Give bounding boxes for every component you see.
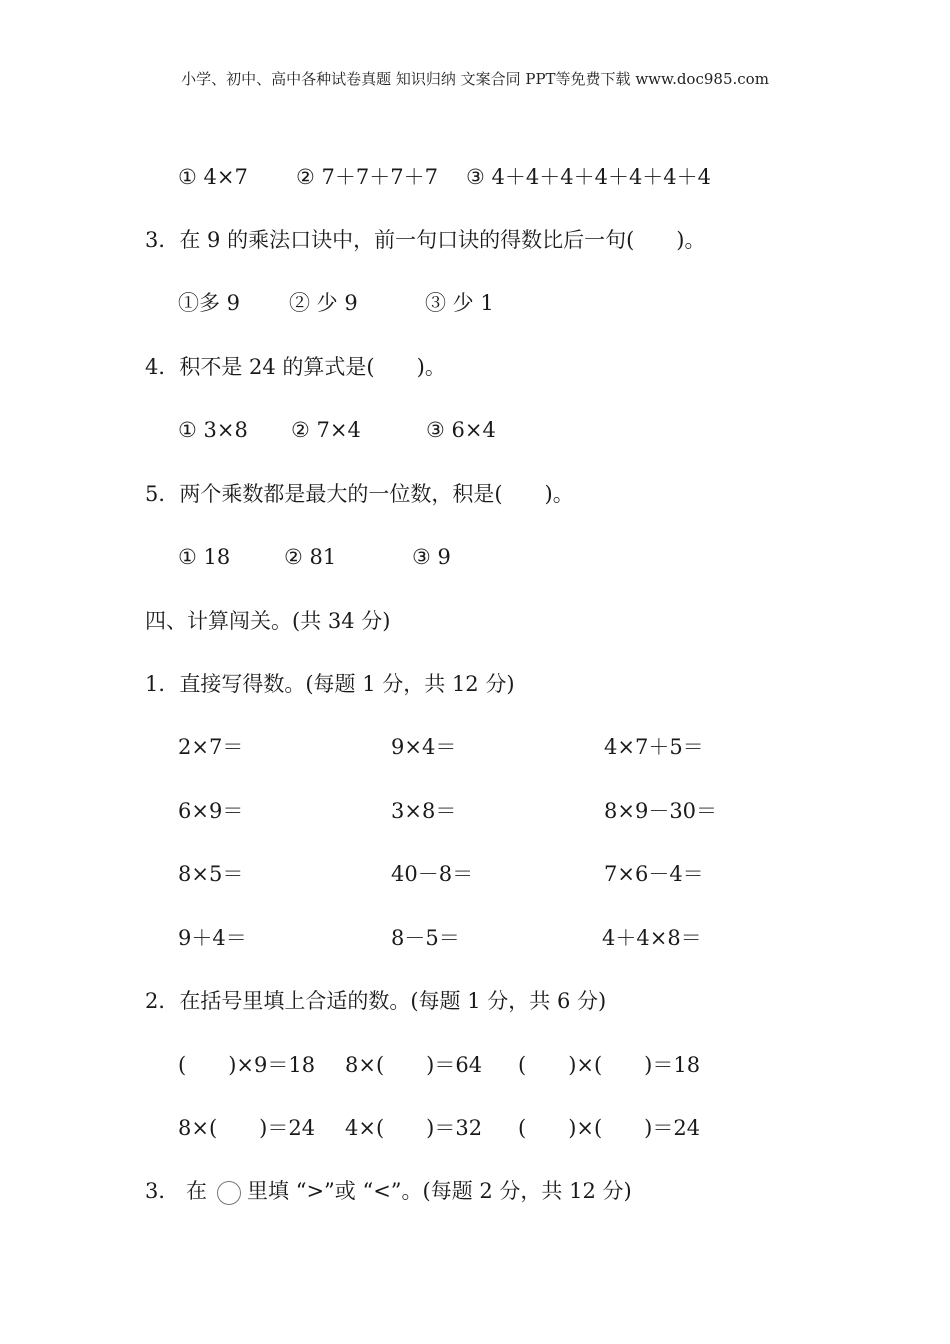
q2-option-1: ① 4×7 bbox=[178, 165, 248, 189]
fill-item: 8×( )＝24 bbox=[178, 1116, 316, 1140]
q3-option-1: ①多 9 bbox=[178, 291, 241, 315]
q4-option-1: ① 3×8 bbox=[178, 418, 248, 442]
part-1-stem: 1．直接写得数。(每题 1 分，共 12 分) bbox=[145, 672, 515, 696]
calc-item: 4×7＋5＝ bbox=[604, 735, 704, 759]
page-header: 小学、初中、高中各种试卷真题 知识归纳 文案合同 PPT等免费下载 www.doc985.com bbox=[181, 70, 769, 88]
calc-item: 2×7＝ bbox=[178, 735, 244, 759]
part-2-stem: 2．在括号里填上合适的数。(每题 1 分，共 6 分) bbox=[145, 989, 607, 1013]
fill-item: 8×( )＝64 bbox=[345, 1053, 483, 1077]
calc-item: 4＋4×8＝ bbox=[602, 926, 702, 950]
q3-stem: 3．在 9 的乘法口诀中，前一句口诀的得数比后一句( )。 bbox=[145, 228, 706, 252]
q5-stem: 5．两个乘数都是最大的一位数，积是( )。 bbox=[145, 482, 574, 506]
q4-option-2: ② 7×4 bbox=[291, 418, 361, 442]
section-4-title: 四、计算闯关。(共 34 分) bbox=[145, 609, 391, 633]
calc-item: 6×9＝ bbox=[178, 799, 244, 823]
q2-option-2: ② 7＋7＋7＋7 bbox=[296, 165, 438, 189]
calc-item: 9＋4＝ bbox=[178, 926, 247, 950]
fill-item: ( )×( )＝18 bbox=[518, 1053, 701, 1077]
calc-item: 8×5＝ bbox=[178, 862, 244, 886]
q4-option-3: ③ 6×4 bbox=[426, 418, 496, 442]
calc-item: 40－8＝ bbox=[391, 862, 474, 886]
part-3-suffix: 里填 “>”或 “<”。(每题 2 分，共 12 分) bbox=[247, 1179, 632, 1203]
compare-circle-icon bbox=[217, 1181, 241, 1205]
q5-option-2: ② 81 bbox=[284, 545, 337, 569]
q3-option-3: ③ 少 1 bbox=[425, 291, 494, 315]
part-3-stem bbox=[145, 1177, 632, 1205]
calc-item: 8×9－30＝ bbox=[604, 799, 718, 823]
part-3-prefix: 3． 在 bbox=[145, 1179, 208, 1203]
fill-item: ( )×9＝18 bbox=[178, 1053, 316, 1077]
q5-option-3: ③ 9 bbox=[412, 545, 451, 569]
calc-item: 3×8＝ bbox=[391, 799, 457, 823]
fill-item: ( )×( )＝24 bbox=[518, 1116, 701, 1140]
calc-item: 8－5＝ bbox=[391, 926, 460, 950]
q5-option-1: ① 18 bbox=[178, 545, 231, 569]
calc-item: 9×4＝ bbox=[391, 735, 457, 759]
q2-option-3: ③ 4＋4＋4＋4＋4＋4＋4 bbox=[466, 165, 712, 189]
q3-option-2: ② 少 9 bbox=[289, 291, 358, 315]
q4-stem: 4．积不是 24 的算式是( )。 bbox=[145, 355, 446, 379]
fill-item: 4×( )＝32 bbox=[345, 1116, 483, 1140]
calc-item: 7×6－4＝ bbox=[604, 862, 704, 886]
